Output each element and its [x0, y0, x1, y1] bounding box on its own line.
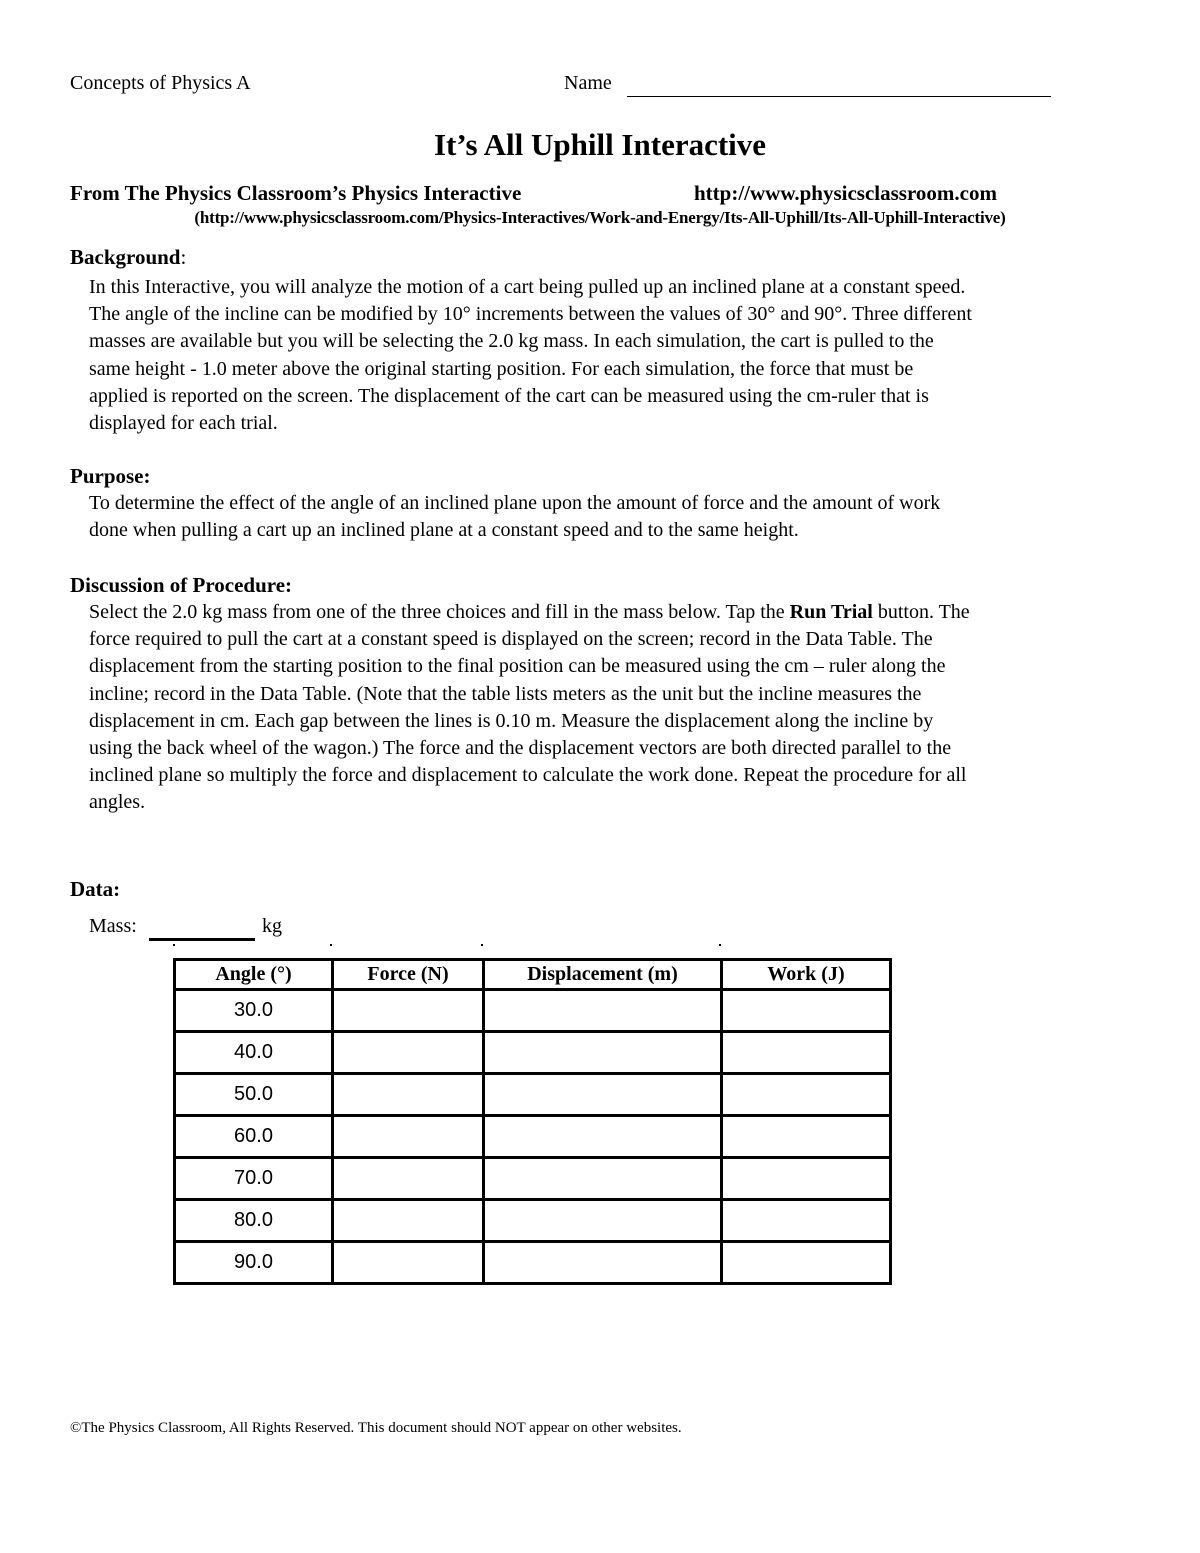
full-url-link[interactable]: (http://www.physicsclassroom.com/Physics-Interactives/Work-and-Energy/Its-All-Uphill/Its-All-Uphill-Interactive)	[194, 208, 1006, 227]
background-line: The angle of the incline can be modified by 10° increments between the values of 30° and 90°. Three different	[89, 303, 972, 326]
background-line: displayed for each trial.	[89, 412, 278, 435]
name-label: Name	[564, 72, 612, 94]
procedure-paragraph	[89, 599, 1139, 817]
header-displacement: Displacement (m)	[484, 960, 722, 990]
force-cell[interactable]	[333, 1200, 484, 1242]
purpose-line: done when pulling a cart up an inclined plane at a constant speed and to the same height.	[89, 519, 799, 542]
table-column-tick	[719, 944, 721, 946]
displacement-cell[interactable]	[484, 1116, 722, 1158]
run-trial-term: Run Trial	[789, 601, 873, 623]
mass-unit: kg	[262, 915, 282, 937]
work-cell[interactable]	[722, 1116, 891, 1158]
copyright-footer: ©The Physics Classroom, All Rights Reserved. This document should NOT appear on other websites.	[70, 1420, 682, 1436]
work-cell[interactable]	[722, 1200, 891, 1242]
work-cell[interactable]	[722, 1032, 891, 1074]
purpose-line: To determine the effect of the angle of an inclined plane upon the amount of force and the amount of work	[89, 492, 941, 514]
force-cell[interactable]	[333, 1116, 484, 1158]
angle-cell: 80.0	[175, 1200, 333, 1242]
data-heading: Data:	[70, 877, 121, 901]
force-cell[interactable]	[333, 1074, 484, 1116]
background-heading: Background:	[70, 245, 187, 269]
background-line: In this Interactive, you will analyze the motion of a cart being pulled up an inclined plane at a constant speed.	[89, 276, 966, 298]
table-row	[175, 1200, 891, 1242]
work-cell[interactable]	[722, 990, 891, 1032]
displacement-cell[interactable]	[484, 990, 722, 1032]
mass-label: Mass:	[89, 915, 137, 937]
header-angle: Angle (°)	[175, 960, 333, 990]
procedure-line: inclined plane so multiply the force and displacement to calculate the work done. Repeat the procedure for all	[89, 764, 967, 787]
work-cell[interactable]	[722, 1158, 891, 1200]
table-row	[175, 1074, 891, 1116]
procedure-line	[89, 599, 1139, 626]
angle-cell: 40.0	[175, 1032, 333, 1074]
background-heading-text: Background	[70, 245, 181, 269]
angle-cell: 60.0	[175, 1116, 333, 1158]
angle-cell: 90.0	[175, 1242, 333, 1284]
mass-input-blank[interactable]	[149, 938, 255, 941]
angle-cell: 50.0	[175, 1074, 333, 1116]
source-url-link[interactable]: http://www.physicsclassroom.com	[694, 181, 997, 205]
table-column-tick	[481, 944, 483, 946]
displacement-cell[interactable]	[484, 1158, 722, 1200]
table-row	[175, 1032, 891, 1074]
procedure-heading: Discussion of Procedure:	[70, 573, 293, 597]
background-line: applied is reported on the screen. The displacement of the cart can be measured using the cm-ruler that is	[89, 384, 929, 407]
work-cell[interactable]	[722, 1242, 891, 1284]
table-row	[175, 1158, 891, 1200]
displacement-cell[interactable]	[484, 1200, 722, 1242]
procedure-line: using the back wheel of the wagon.) The force and the displacement vectors are both directed parallel to the	[89, 737, 952, 760]
page-title: It’s All Uphill Interactive	[433, 127, 767, 162]
force-cell[interactable]	[333, 990, 484, 1032]
procedure-line-text: Select the 2.0 kg mass from one of the three choices and fill in the mass below. Tap the	[89, 601, 790, 623]
source-line	[0, 181, 1200, 207]
header-work: Work (J)	[722, 960, 891, 990]
procedure-line: displacement in cm. Each gap between the lines is 0.10 m. Measure the displacement along the incline by	[89, 709, 934, 732]
background-line: same height - 1.0 meter above the original starting position. For each simulation, the force that must be	[89, 357, 914, 380]
name-field[interactable]	[627, 96, 1051, 97]
header-force: Force (N)	[333, 960, 484, 990]
purpose-heading: Purpose:	[70, 464, 151, 488]
procedure-line: incline; record in the Data Table. (Note that the table lists meters as the unit but the incline measures the	[89, 682, 922, 705]
procedure-line: displacement from the starting position to the final position can be measured using the cm – ruler along the	[89, 655, 946, 678]
background-paragraph	[89, 274, 1139, 437]
table-row	[175, 1242, 891, 1284]
force-cell[interactable]	[333, 1242, 484, 1284]
background-line: masses are available but you will be selecting the 2.0 kg mass. In each simulation, the cart is pulled to the	[89, 330, 934, 353]
displacement-cell[interactable]	[484, 1074, 722, 1116]
data-table	[173, 958, 892, 1285]
table-header-row	[175, 960, 891, 990]
table-column-tick	[173, 944, 175, 946]
angle-cell: 30.0	[175, 990, 333, 1032]
source-text: From The Physics Classroom’s Physics Interactive	[70, 181, 522, 205]
procedure-line: angles.	[89, 791, 146, 814]
table-row	[175, 1116, 891, 1158]
table-row	[175, 990, 891, 1032]
force-cell[interactable]	[333, 1032, 484, 1074]
procedure-line: force required to pull the cart at a constant speed is displayed on the screen; record in the Data Table. The	[89, 628, 933, 651]
table-column-tick	[330, 944, 332, 946]
displacement-cell[interactable]	[484, 1242, 722, 1284]
procedure-line-text: button. The	[872, 601, 970, 623]
angle-cell: 70.0	[175, 1158, 333, 1200]
course-name: Concepts of Physics A	[70, 72, 251, 94]
displacement-cell[interactable]	[484, 1032, 722, 1074]
purpose-paragraph	[89, 490, 1139, 544]
force-cell[interactable]	[333, 1158, 484, 1200]
work-cell[interactable]	[722, 1074, 891, 1116]
